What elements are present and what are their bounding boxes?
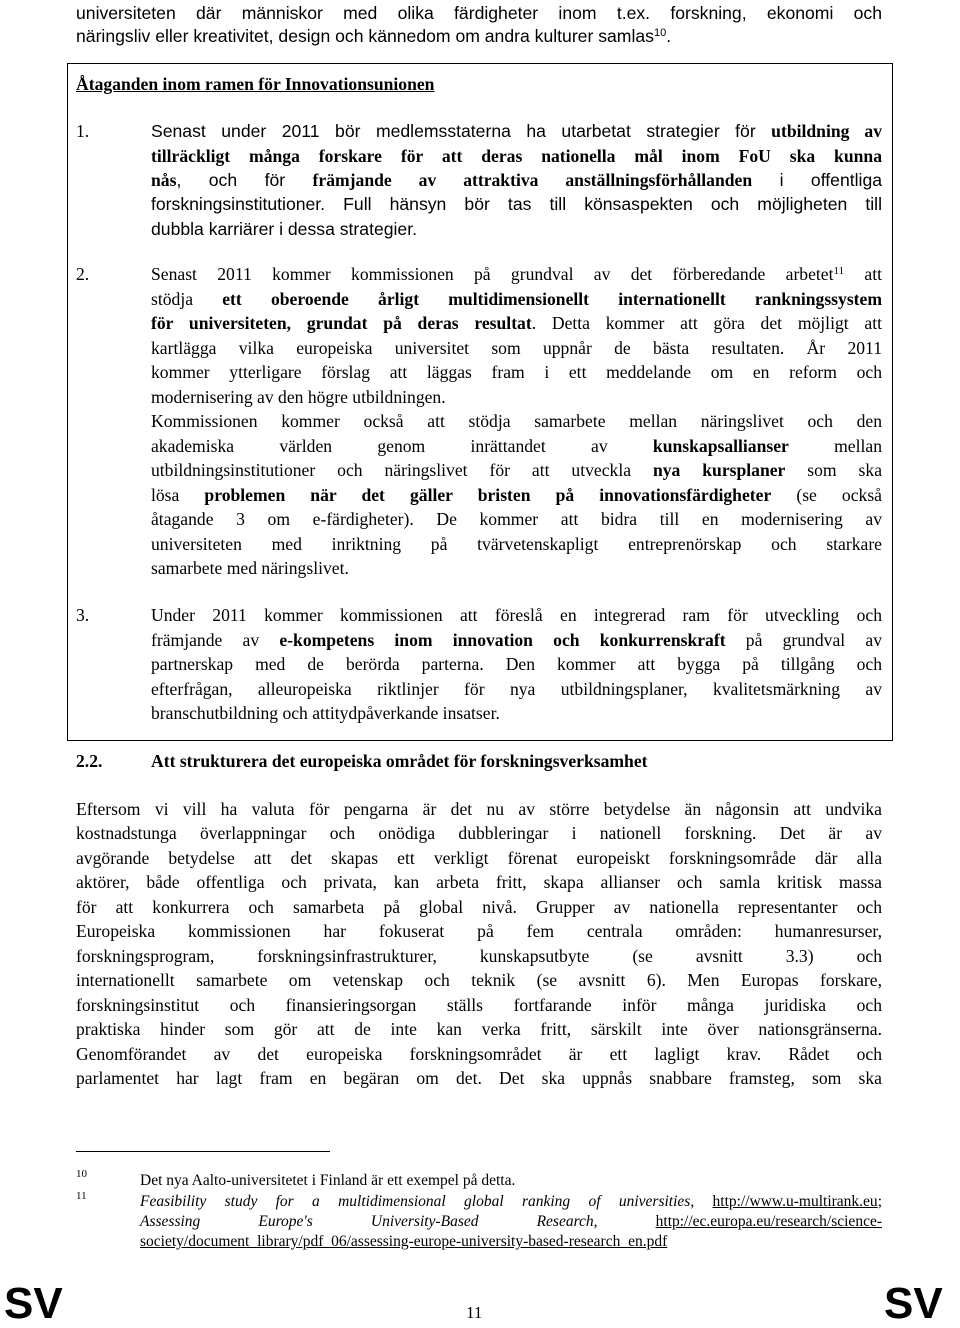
footnote-text: Det nya Aalto-universitetet i Finland är ett exempel på detta. [140, 1172, 516, 1189]
item-2-line: modernisering av den högre utbildningen. [151, 387, 446, 407]
item-2-line: samarbete med näringslivet. [151, 558, 349, 578]
footnote-text: Feasibility study for a multidimensional global ranking of universities, http://www.u-multirank.eu; [140, 1193, 882, 1210]
item-2-line: akademiska världen genom inrättandet av kunskapsallianser mellan [151, 436, 882, 456]
item-2-line: stödja ett oberoende årligt multidimensionellt internationellt rankningssystem [151, 289, 882, 309]
item-2-line: kartlägga vilka europeiska universitet som uppnår de bästa resultaten. År 2011 [151, 338, 882, 358]
item-2-line: kommer ytterligare förslag att läggas fram i ett meddelande om en reform och [151, 362, 882, 382]
footnote-text: Assessing Europe's University-Based Research, http://ec.europa.eu/research/science- [140, 1213, 882, 1230]
footnote-ref[interactable]: 10 [653, 27, 667, 39]
item-1-line: forskningsinstitutioner. Full hänsyn bör tas till könsaspekten och möjligheten till [151, 194, 882, 214]
footnote-number: 10 [76, 1168, 87, 1180]
section-number: 2.2. [76, 751, 103, 771]
item-3-line: efterfrågan, alleuropeiska riktlinjer för nya utbildningsplaner, kvalitetsmärkning av [151, 679, 882, 699]
item-number: 2. [76, 264, 90, 284]
item-1-line: Senast under 2011 bör medlemsstaterna ha utarbetat strategier för utbildning av [151, 121, 882, 141]
language-code-left: SV [4, 1279, 63, 1328]
section-body-line: kostnadstunga överlappningar och onödiga dubbleringar i nationell forskning. Det är av [76, 823, 882, 843]
footnote-link[interactable]: society/document_library/pdf_06/assessing-europe-university-based-research_en.pdf [140, 1233, 668, 1250]
item-number: 1. [76, 121, 90, 141]
footnote-separator [76, 1151, 330, 1152]
body-text: . [666, 26, 672, 46]
body-text: näringsliv eller kreativitet, design och kännedom om andra kulturer samlas [76, 26, 654, 46]
item-1-line: dubbla karriärer i dessa strategier. [151, 219, 417, 239]
footnote-number: 11 [76, 1190, 87, 1202]
language-code-right: SV [884, 1279, 943, 1328]
footnote-link[interactable]: http://ec.europa.eu/research/science- [655, 1213, 882, 1230]
section-body-line: Europeiska kommissionen har fokuserat på fem centrala områden: humanresurser, [76, 921, 882, 941]
item-2-line: universiteten med inriktning på tvärvetenskapligt entreprenörskap och starkare [151, 534, 882, 554]
section-body-line: Eftersom vi vill ha valuta för pengarna är det nu av större betydelse än någonsin att undvika [76, 799, 882, 819]
item-1-line: tillräckligt många forskare för att deras nationella mål inom FoU ska kunna [151, 146, 882, 166]
box-heading: Åtaganden inom ramen för Innovationsunionen [76, 74, 435, 94]
section-body-line: forskningsinstitut och finansieringsorgan ställs fortfarande inför många juridiska och [76, 995, 882, 1015]
section-body-line: avgörande betydelse att det skapas ett verkligt förenat europeiskt forskningsområde där alla [76, 848, 882, 868]
section-body-line: forskningsprogram, forskningsinfrastrukturer, kunskapsutbyte (se avsnitt 3.3) och [76, 946, 882, 966]
item-2-line: utbildningsinstitutioner och näringslivet för att utveckla nya kursplaner som ska [151, 460, 882, 480]
section-body-line: Genomförandet av det europeiska forskningsområdet är ett lagligt krav. Rådet och [76, 1044, 882, 1064]
body-text-line: universiteten där människor med olika färdigheter inom t.ex. forskning, ekonomi och [76, 3, 882, 23]
section-body-line: parlamentet har lagt fram en begäran om det. Det ska uppnås snabbare framsteg, som ska [76, 1068, 882, 1088]
page-number: 11 [466, 1303, 483, 1322]
footnote-ref[interactable]: 11 [833, 265, 845, 277]
section-body-line: för att konkurrera och samarbeta på global nivå. Grupper av nationella representanter och [76, 897, 882, 917]
item-2-line: Senast 2011 kommer kommissionen på grundval av det förberedande arbetet$^{11}$ att [151, 264, 882, 284]
item-3-line: branschutbildning och attitydpåverkande insatser. [151, 703, 500, 723]
item-2-line: lösa problemen när det gäller bristen på innovationsfärdigheter (se också [151, 485, 882, 505]
item-number: 3. [76, 605, 90, 625]
body-text-line [76, 25, 671, 47]
section-body-line: internationellt samarbete om vetenskap och teknik (se avsnitt 6). Men Europas forskare, [76, 970, 882, 990]
item-3-line: Under 2011 kommer kommissionen att föreslå en integrerad ram för utveckling och [151, 605, 882, 625]
item-2-line: Kommissionen kommer också att stödja samarbete mellan näringslivet och den [151, 411, 882, 431]
section-title: Att strukturera det europeiska området för forskningsverksamhet [151, 751, 648, 771]
item-2-line: för universiteten, grundat på deras resultat. Detta kommer att göra det möjligt att [151, 313, 883, 333]
item-3-line: partnerskap med de berörda parterna. Den kommer att bygga på tillgång och [151, 654, 882, 674]
item-2-line: åtagande 3 om e-färdigheter). De kommer att bidra till en modernisering av [151, 509, 882, 529]
section-body-line: praktiska hinder som gör att de inte kan verka fritt, särskilt inte över nationsgränserna. [76, 1019, 882, 1039]
footnote-link[interactable]: http://www.u-multirank.eu [712, 1193, 878, 1210]
item-3-line: främjande av e-kompetens inom innovation och konkurrenskraft på grundval av [151, 630, 882, 650]
section-body-line: aktörer, både offentliga och privata, kan arbeta fritt, skapa allianser och samla kritisk massa [76, 872, 882, 892]
item-1-line: nås, och för främjande av attraktiva anställningsförhållanden i offentliga [151, 170, 883, 190]
